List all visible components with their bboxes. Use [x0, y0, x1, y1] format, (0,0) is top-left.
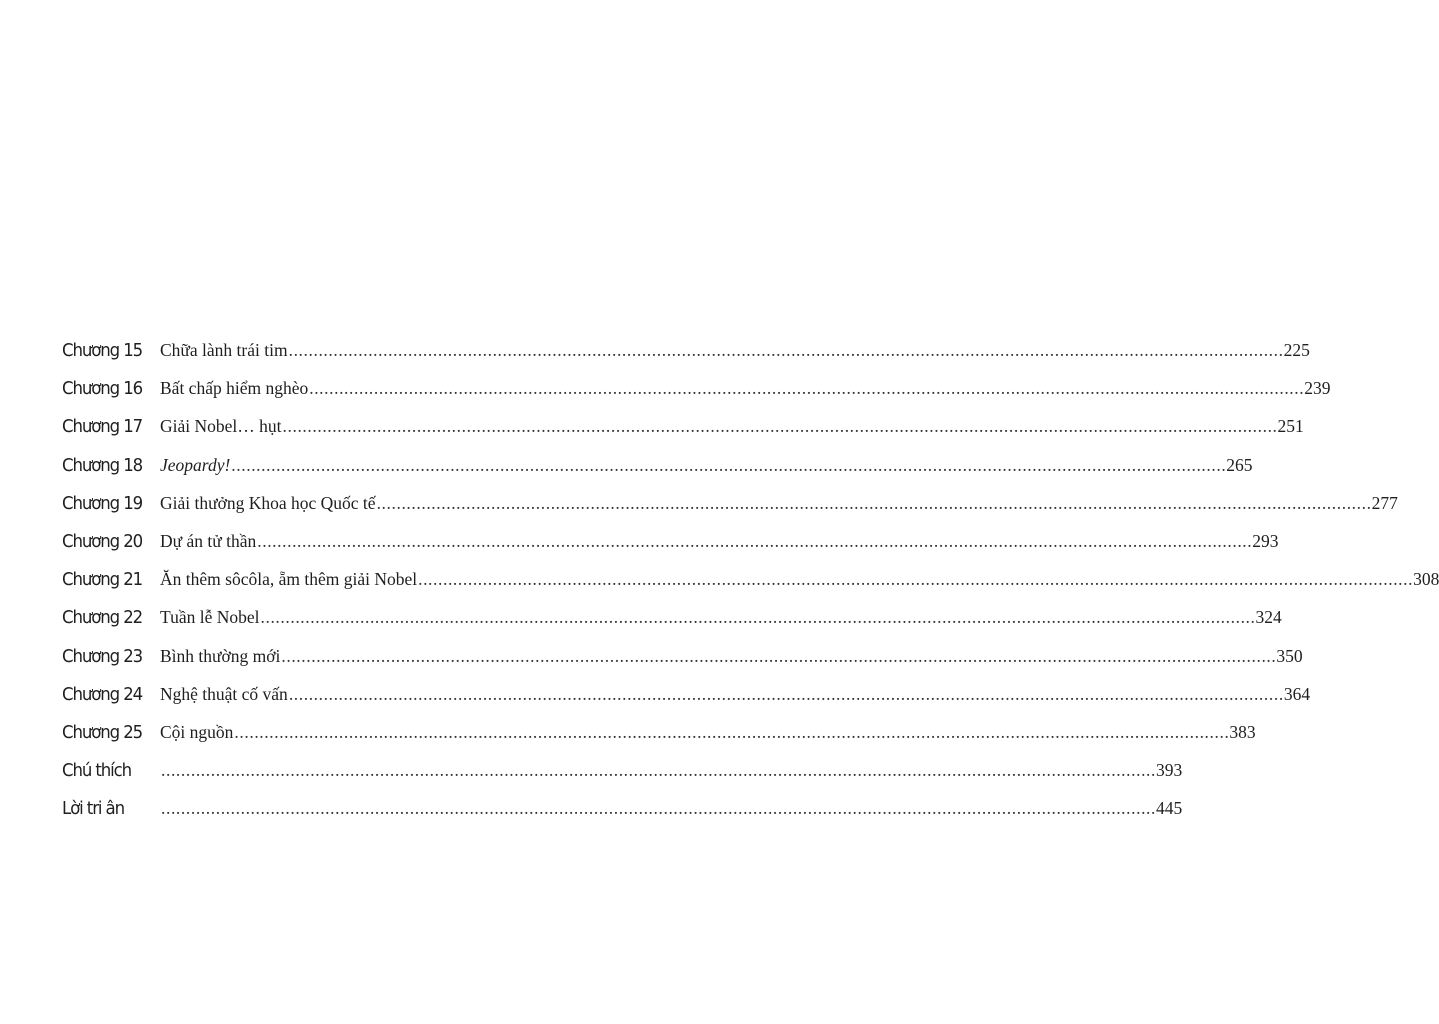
- chapter-label: Chương 21: [62, 569, 143, 591]
- page-number: 225: [1283, 340, 1310, 360]
- dot-leader: ........................................................................................................................................................................................................: [309, 378, 1305, 399]
- toc-entry-chapter-19: [62, 484, 1398, 522]
- toc-entry-chapter-16: [62, 369, 1331, 407]
- page-number: 239: [1304, 378, 1331, 399]
- toc-entry-chapter-22: [62, 598, 1282, 636]
- chapter-label: Chương 20: [62, 530, 143, 552]
- toc-entry-notes: [62, 751, 1183, 789]
- chapter-label: Chương 25: [62, 721, 143, 743]
- toc-entry-chapter-25: [62, 713, 1256, 751]
- chapter-title: Bình thường mới: [160, 645, 281, 666]
- toc-entry-chapter-20: [62, 522, 1279, 560]
- chapter-title: Tuần lễ Nobel: [160, 607, 260, 628]
- chapter-label: Chương 18: [62, 454, 143, 476]
- chapter-label: Chương 23: [62, 645, 143, 667]
- page-number: 251: [1277, 416, 1304, 437]
- table-of-contents: [62, 331, 1439, 827]
- dot-leader: ........................................................................................................................................................................................................: [260, 607, 1256, 628]
- chapter-label: Chương 16: [62, 378, 143, 400]
- chapter-label: Chương 19: [62, 492, 143, 514]
- chapter-label: Chú thích: [62, 760, 132, 782]
- page-number: 265: [1226, 454, 1253, 475]
- toc-entry-chapter-17: [62, 407, 1304, 445]
- toc-entry-chapter-24: [62, 675, 1311, 713]
- dot-leader: ........................................................................................................................................................................................................: [418, 569, 1414, 590]
- chapter-label: Chương 22: [62, 607, 143, 629]
- chapter-title: Nghệ thuật cố vấn: [160, 683, 288, 704]
- dot-leader: ........................................................................................................................................................................................................: [161, 798, 1156, 819]
- dot-leader: ........................................................................................................................................................................................................: [288, 683, 1284, 704]
- dot-leader: ........................................................................................................................................................................................................: [257, 530, 1253, 551]
- dot-leader: ........................................................................................................................................................................................................: [231, 454, 1227, 475]
- chapter-title: Giải thưởng Khoa học Quốc tế: [160, 492, 376, 513]
- chapter-label: Lời tri ân: [62, 798, 124, 820]
- chapter-label: Chương 24: [62, 683, 143, 705]
- page-number: 383: [1229, 721, 1256, 742]
- dot-leader: ........................................................................................................................................................................................................: [161, 760, 1156, 781]
- page-number: 277: [1371, 492, 1398, 513]
- toc-entry-chapter-18: [62, 446, 1253, 484]
- chapter-title: Chữa lành trái tim: [160, 340, 288, 360]
- page-number: 324: [1255, 607, 1282, 628]
- page-number: 445: [1156, 798, 1183, 819]
- toc-entry-chapter-21: [62, 560, 1439, 598]
- dot-leader: ........................................................................................................................................................................................................: [376, 492, 1372, 513]
- dot-leader: ........................................................................................................................................................................................................: [281, 645, 1277, 666]
- dot-leader: ........................................................................................................................................................................................................: [234, 721, 1230, 742]
- page-number: 293: [1252, 530, 1279, 551]
- page-number: 364: [1283, 683, 1311, 704]
- chapter-label: Chương 17: [62, 416, 143, 438]
- toc-entry-acknowledgements: [62, 789, 1183, 827]
- chapter-title: Jeopardy!: [160, 454, 231, 475]
- chapter-title: Bất chấp hiểm nghèo: [160, 378, 309, 399]
- dot-leader: ........................................................................................................................................................................................................: [282, 416, 1278, 437]
- page-number: 308: [1413, 569, 1439, 590]
- chapter-title: Dự án tử thần: [160, 530, 257, 551]
- chapter-label: Chương 15: [62, 340, 143, 361]
- toc-entry-chapter-23: [62, 637, 1303, 675]
- chapter-title: Ăn thêm sôcôla, ẵm thêm giải Nobel: [160, 569, 418, 590]
- page-number: 350: [1276, 645, 1303, 666]
- page-number: 393: [1156, 760, 1183, 781]
- dot-leader: ........................................................................................................................................................................................................: [288, 340, 1284, 360]
- toc-entry-chapter-15: [62, 331, 1310, 369]
- chapter-title: Giải Nobel… hụt: [160, 416, 282, 437]
- chapter-title: Cội nguồn: [160, 721, 234, 742]
